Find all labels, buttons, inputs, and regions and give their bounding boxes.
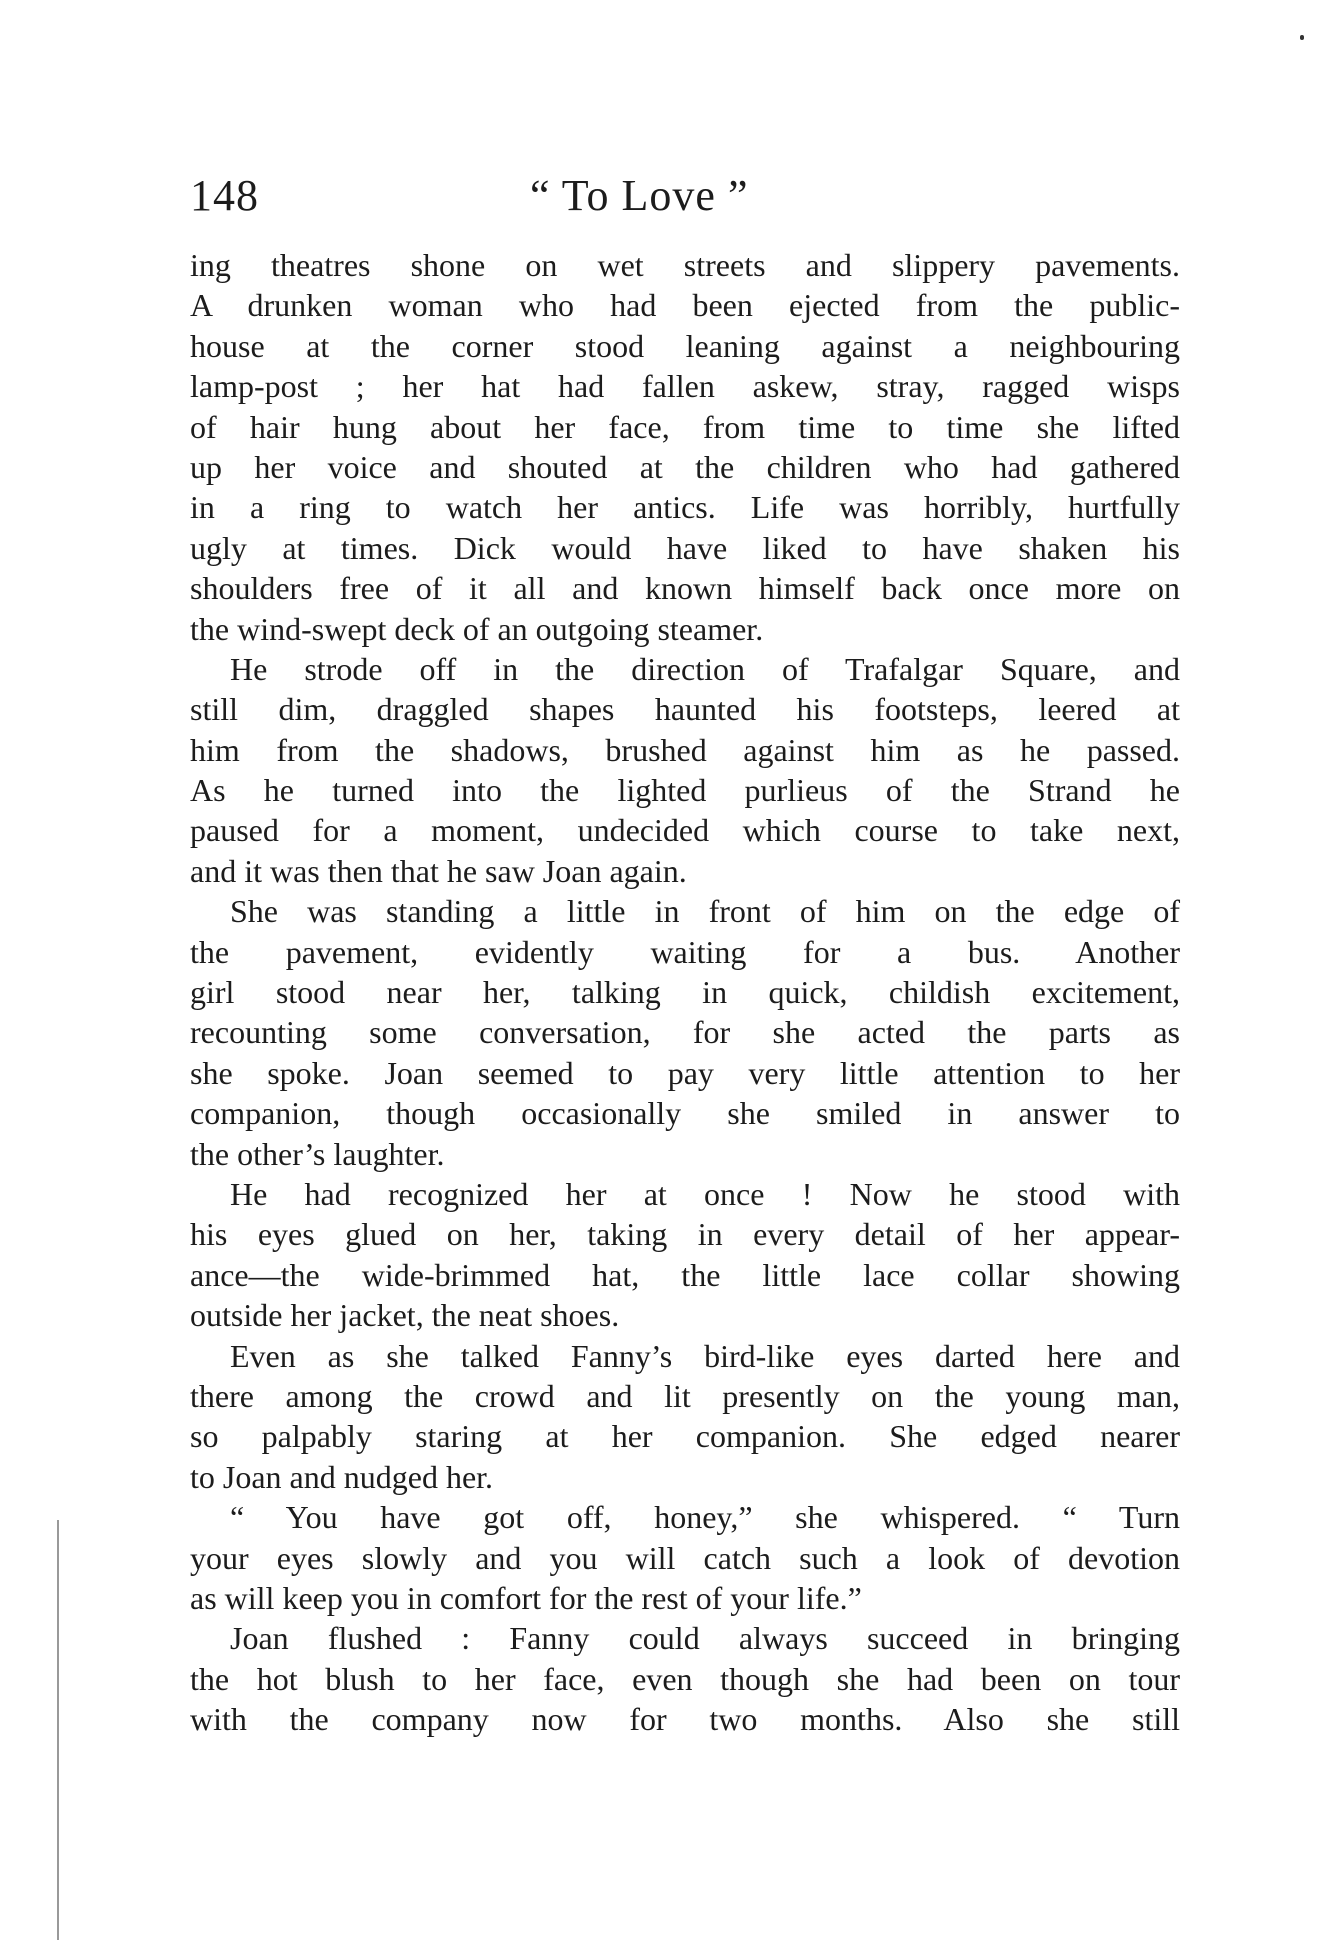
- text-line: As he turned into the lighted purlieus of the Strand he: [190, 772, 1180, 809]
- text-line: girl stood near her, talking in quick, childish excitement,: [190, 974, 1180, 1011]
- text-line: your eyes slowly and you will catch such a look of devotion: [190, 1539, 1180, 1576]
- text-line: A drunken woman who had been ejected from the public-: [190, 287, 1180, 324]
- text-line: “ You have got off, honey,” she whispered. “ Turn: [230, 1499, 1180, 1536]
- text-line: ance—the wide-brimmed hat, the little lace collar showing: [190, 1256, 1180, 1293]
- text-line: lamp-post ; her hat had fallen askew, stray, ragged wisps: [190, 368, 1180, 405]
- text-line: up her voice and shouted at the children who had gathered: [190, 448, 1180, 485]
- text-line: with the company now for two months. Also she still: [190, 1701, 1180, 1738]
- page-header: [190, 170, 1180, 230]
- text-line: house at the corner stood leaning against a neighbouring: [190, 327, 1180, 364]
- body-text: [190, 245, 1180, 1739]
- text-line: She was standing a little in front of him on the edge of: [230, 893, 1180, 930]
- text-line: him from the shadows, brushed against him as he passed.: [190, 731, 1180, 768]
- text-line: shoulders free of it all and known himself back once more on: [190, 570, 1180, 607]
- scan-speck: [1300, 35, 1304, 40]
- text-line: the hot blush to her face, even though she had been on tour: [190, 1660, 1180, 1697]
- text-line: and it was then that he saw Joan again.: [190, 852, 687, 889]
- text-line: ugly at times. Dick would have liked to have shaken his: [190, 529, 1180, 566]
- running-title: “ To Love ”: [530, 171, 749, 220]
- text-line: Even as she talked Fanny’s bird-like eyes darted here and: [230, 1337, 1180, 1374]
- text-line: of hair hung about her face, from time to time she lifted: [190, 408, 1180, 445]
- page-number: 148: [190, 171, 259, 220]
- text-line: the wind-swept deck of an outgoing steamer.: [190, 610, 764, 647]
- text-line: the other’s laughter.: [190, 1135, 445, 1172]
- text-line: as will keep you in comfort for the rest of your life.”: [190, 1579, 862, 1616]
- text-line: still dim, draggled shapes haunted his footsteps, leered at: [190, 691, 1180, 728]
- text-line: recounting some conversation, for she acted the parts as: [190, 1014, 1180, 1051]
- text-line: paused for a moment, undecided which course to take next,: [190, 812, 1180, 849]
- scan-margin-line: [57, 1520, 59, 1940]
- text-line: she spoke. Joan seemed to pay very little attention to her: [190, 1054, 1180, 1091]
- text-line: to Joan and nudged her.: [190, 1458, 494, 1495]
- text-line: Joan flushed : Fanny could always succeed in bringing: [230, 1620, 1180, 1657]
- text-line: outside her jacket, the neat shoes.: [190, 1297, 620, 1334]
- text-line: there among the crowd and lit presently on the young man,: [190, 1377, 1180, 1414]
- text-line: his eyes glued on her, taking in every detail of her appear-: [190, 1216, 1180, 1253]
- text-line: ing theatres shone on wet streets and slippery pavements.: [190, 247, 1180, 283]
- text-line: companion, though occasionally she smiled in answer to: [190, 1095, 1180, 1132]
- text-line: He strode off in the direction of Trafalgar Square, and: [230, 650, 1180, 687]
- text-line: so palpably staring at her companion. She edged nearer: [190, 1418, 1180, 1455]
- text-line: He had recognized her at once ! Now he stood with: [230, 1175, 1180, 1212]
- text-line: in a ring to watch her antics. Life was horribly, hurtfully: [190, 489, 1180, 526]
- text-line: the pavement, evidently waiting for a bus. Another: [190, 933, 1180, 970]
